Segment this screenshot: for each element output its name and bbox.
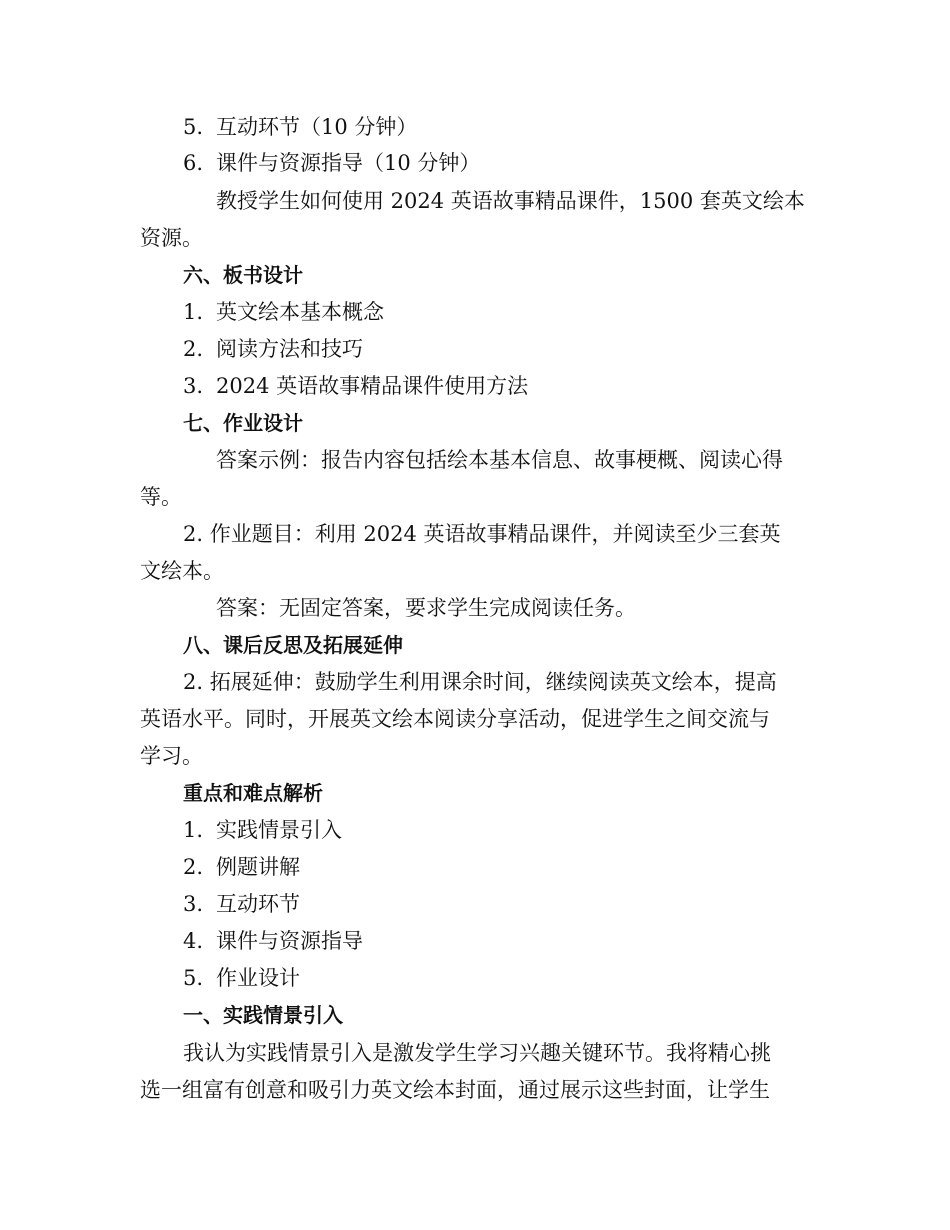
list-text: 2024 英语故事精品课件使用方法 <box>216 374 529 398</box>
paragraph-line: 答案示例：报告内容包括绘本基本信息、故事梗概、阅读心得 <box>216 448 783 472</box>
section-heading: 一、实践情景引入 <box>183 1003 343 1027</box>
list-number: 3. <box>183 892 204 916</box>
list-item <box>183 298 384 326</box>
list-item <box>183 890 300 918</box>
section-heading: 六、板书设计 <box>183 263 303 287</box>
paragraph-line: 英语水平。同时，开展英文绘本阅读分享活动，促进学生之间交流与 <box>140 707 770 731</box>
paragraph-line: 等。 <box>140 485 182 509</box>
list-number: 5. <box>183 966 204 990</box>
paragraph-line: 2. 作业题目：利用 2024 英语故事精品课件，并阅读至少三套英 <box>183 522 781 546</box>
list-number: 6. <box>183 151 204 175</box>
list-number: 1. <box>183 818 204 842</box>
list-item <box>183 927 363 955</box>
list-item <box>183 149 480 177</box>
section-heading: 七、作业设计 <box>183 411 303 435</box>
section-heading: 重点和难点解析 <box>183 781 323 805</box>
list-item <box>183 816 342 844</box>
list-text: 例题讲解 <box>216 855 300 879</box>
list-item <box>183 335 363 363</box>
paragraph-line: 教授学生如何使用 2024 英语故事精品课件，1500 套英文绘本 <box>216 189 805 213</box>
list-number: 5. <box>183 115 204 139</box>
section-heading: 八、课后反思及拓展延伸 <box>183 633 403 657</box>
list-text: 实践情景引入 <box>216 818 342 842</box>
list-text: 互动环节（10 分钟） <box>216 115 418 139</box>
list-number: 2. <box>183 337 204 361</box>
list-item <box>183 853 300 881</box>
list-text: 互动环节 <box>216 892 300 916</box>
paragraph-line: 我认为实践情景引入是激发学生学习兴趣关键环节。我将精心挑 <box>183 1041 771 1065</box>
list-number: 3. <box>183 374 204 398</box>
list-number: 4. <box>183 929 204 953</box>
list-text: 阅读方法和技巧 <box>216 337 363 361</box>
list-item <box>183 372 528 400</box>
list-text: 作业设计 <box>216 966 300 990</box>
list-text: 课件与资源指导（10 分钟） <box>216 151 481 175</box>
list-number: 1. <box>183 300 204 324</box>
paragraph-line: 答案：无固定答案，要求学生完成阅读任务。 <box>216 596 636 620</box>
paragraph-line: 学习。 <box>140 744 203 768</box>
paragraph-line: 资源。 <box>140 226 203 250</box>
paragraph-line: 文绘本。 <box>140 559 224 583</box>
list-item <box>183 113 417 141</box>
list-text: 英文绘本基本概念 <box>216 300 384 324</box>
list-item <box>183 964 300 992</box>
list-number: 2. <box>183 855 204 879</box>
paragraph-line: 2. 拓展延伸：鼓励学生利用课余时间，继续阅读英文绘本，提高 <box>183 670 777 694</box>
paragraph-line: 选一组富有创意和吸引力英文绘本封面，通过展示这些封面，让学生 <box>140 1078 770 1102</box>
list-text: 课件与资源指导 <box>216 929 363 953</box>
